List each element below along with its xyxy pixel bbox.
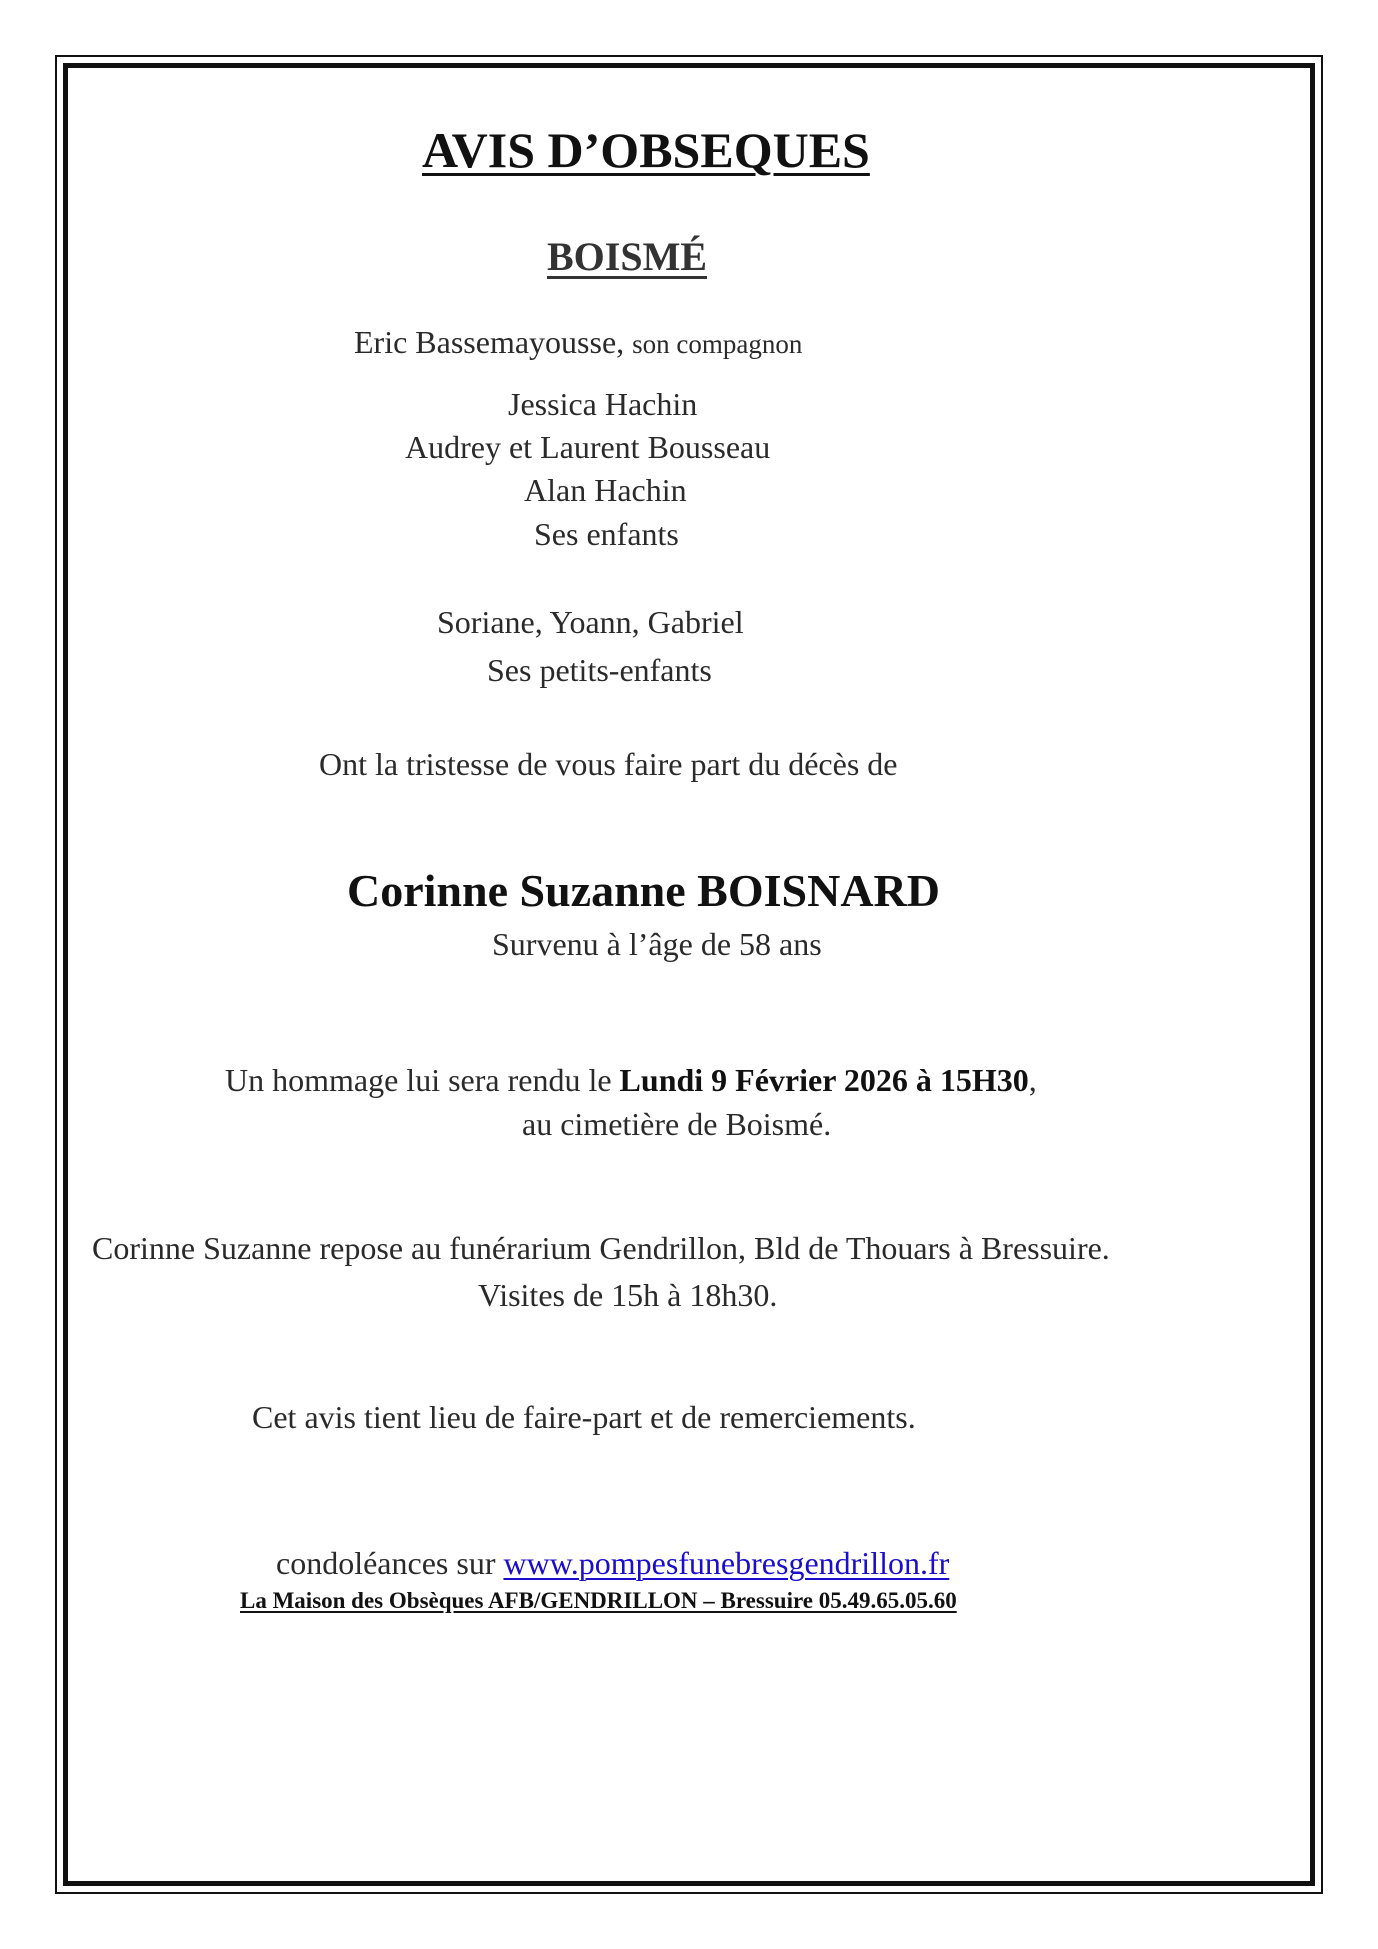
age-line: Survenu à l’âge de 58 ans: [492, 926, 822, 962]
rest-line-2: Visites de 15h à 18h30.: [478, 1277, 778, 1313]
grandchildren-relation: Ses petits-enfants: [487, 652, 712, 688]
town-heading: BOISMÉ: [547, 234, 708, 279]
notice-title: AVIS D’OBSEQUES: [422, 122, 870, 178]
closing-line: Cet avis tient lieu de faire-part et de remerciements.: [252, 1399, 916, 1435]
rest-line-1: Corinne Suzanne repose au funérarium Gendrillon, Bld de Thouars à Bressuire.: [92, 1230, 1110, 1266]
companion-line: [354, 322, 802, 364]
child-name-1: Jessica Hachin: [508, 386, 698, 422]
ceremony-place: au cimetière de Boismé.: [522, 1106, 832, 1142]
ceremony-line: [225, 1060, 1037, 1100]
companion-relation: son compagnon: [632, 329, 803, 359]
deceased-name: Corinne Suzanne BOISNARD: [347, 865, 940, 916]
announcement-line: Ont la tristesse de vous faire part du décès de: [319, 746, 898, 782]
child-name-2: Audrey et Laurent Bousseau: [405, 429, 771, 465]
ceremony-datetime: Lundi 9 Février 2026 à 15H30: [619, 1062, 1029, 1098]
condolences-link[interactable]: www.pompesfunebresgendrillon.fr: [503, 1545, 950, 1581]
condolences-label: condoléances sur: [276, 1545, 504, 1581]
child-name-3: Alan Hachin: [524, 472, 687, 508]
funeral-home-footer: La Maison des Obsèques AFB/GENDRILLON – Bressuire 05.49.65.05.60: [240, 1588, 957, 1613]
grandchildren-names: Soriane, Yoann, Gabriel: [437, 604, 744, 640]
ceremony-intro: Un hommage lui sera rendu le: [225, 1062, 620, 1098]
children-relation: Ses enfants: [534, 516, 679, 552]
condolences-line: [276, 1543, 949, 1583]
ceremony-trailing: ,: [1028, 1062, 1037, 1098]
companion-name: Eric Bassemayousse,: [354, 324, 625, 360]
